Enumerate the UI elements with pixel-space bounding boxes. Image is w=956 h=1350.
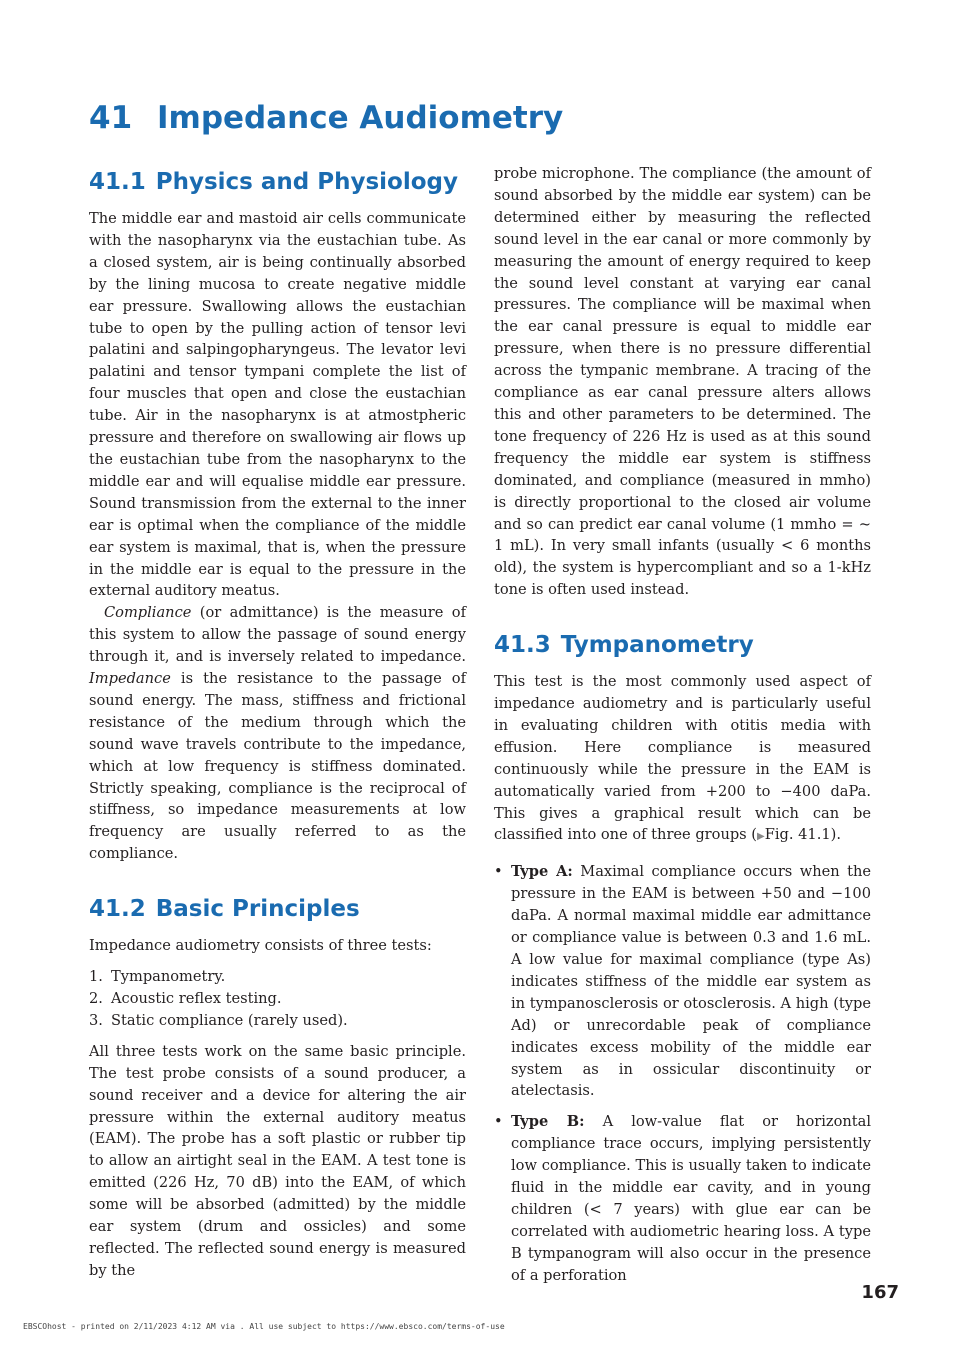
bullet-label: Type B: <box>511 1113 585 1131</box>
section-title: Basic Principles <box>155 896 360 923</box>
paragraph-principle: All three tests work on the same basic principle. The test probe consists of a sound producer, a sound receiver and a device for altering the air pressure within the external auditory meatus (EAM). The probe has a soft plastic or rubber tip to allow an airtight seal in the EAM. A test tone is emitted (226 Hz, 70 dB) into the EAM, of which some will be absorbed (admitted) by the middle ear system (drum and ossicles) and some reflected. The reflected sound energy is measured by the <box>89 1042 466 1279</box>
tympanogram-types <box>494 861 871 1286</box>
play-triangle-icon: ▶ <box>757 831 765 843</box>
bullet-label: Type A: <box>511 863 573 881</box>
paragraph-tympanometry: This test is the most commonly used aspect of impedance audiometry and is particularly useful in evaluating children with otitis media with effusion. Here compliance is measured continuously while the pressure in the EAM is automatically varied from +200 to −400 daPa. This gives a graphical result which can be classified into one of three groups (▶Fig. 41.1). <box>494 673 871 844</box>
chapter-title-text: Impedance Audiometry <box>157 100 564 136</box>
bullet-icon: • <box>494 1113 503 1131</box>
section-heading-41-2 <box>89 892 466 926</box>
chapter-title <box>89 96 563 140</box>
left-column <box>89 165 466 1282</box>
chapter-number: 41 <box>89 100 133 136</box>
section-number: 41.2 <box>89 896 146 923</box>
section-number: 41.1 <box>89 169 146 195</box>
paragraph-intro: Impedance audiometry consists of three tests: <box>89 937 432 955</box>
section-heading-41-1 <box>89 165 466 199</box>
section-heading-41-3 <box>494 628 871 662</box>
list-item: 1. Tympanometry. <box>89 968 226 986</box>
list-item-type-b: • Type B: A low-value flat or horizontal compliance trace occurs, implying persistently low compliance. This is usually taken to indicate fluid in the middle ear cavity, and in young children (< 7 years) with glue ear can be correlated with audiometric hearing loss. A type B tympanogram will also occur in the presence of a perforation <box>494 1113 871 1284</box>
figure-link[interactable]: Fig. 41.1 <box>764 826 831 844</box>
section-title: Tympanometry <box>560 632 754 659</box>
page-number: 167 <box>861 1282 899 1303</box>
section-number: 41.3 <box>494 632 551 659</box>
term-impedance: Impedance <box>89 670 171 688</box>
paragraph-compliance: Compliance (or admittance) is the measure of this system to allow the passage of sound energy through it, and is inversely related to impedance. Impedance is the resistance to the passage of sound energy. The mass, stiffness and frictional resistance of the medium through which the sound wave travels contribute to the impedance, which at low frequency is stiffness dominated. Strictly speaking, compliance is the reciprocal of stiffness, so impedance measurements at low frequency are usually referred to as the compliance. <box>89 604 466 863</box>
bullet-icon: • <box>494 863 503 881</box>
paragraph-principle-continued: probe microphone. The compliance (the amount of sound absorbed by the middle ear system) can be determined either by measuring the reflected sound level in the ear canal or more commonly by measuring the amount of energy required to keep the sound level constant at varying ear canal pressures. The compliance will be maximal when the ear canal pressure is equal to middle ear pressure, when there is no pressure differential across the tympanic membrane. A tracing of the compliance as ear canal pressure alters allows this and other parameters to be determined. The tone frequency of 226 Hz is used as at this sound frequency the middle ear system is stiffness dominated, and compliance (measured in mmho) is directly proportional to the closed air volume and so can predict ear canal volume (1 mmho = ~ 1 mL). In very small infants (usually < 6 months old), the system is hypercompliant and so a 1-kHz tone is often used instead. <box>494 165 871 599</box>
list-item: 3. Static compliance (rarely used). <box>89 1011 348 1029</box>
section-title: Physics and Physiology <box>155 169 458 195</box>
term-compliance: Compliance <box>104 604 192 622</box>
list-item-type-a: • Type A: Maximal compliance occurs when the pressure in the EAM is between +50 and −100 daPa. A normal maximal middle ear admittance or compliance value is between 0.3 and 1.6 mL. A low value for maximal compliance (type As) indicates stiffness of the middle ear system as in tympanosclerosis or otosclerosis. A high (type Ad) or unrecordable peak of compliance indicates excess mobility of the middle ear system as in ossicular discontinuity or atelectasis. <box>494 863 871 1100</box>
right-column <box>494 163 871 1287</box>
paragraph-physiology: The middle ear and mastoid air cells communicate with the nasopharynx via the eustachian tube. As a closed system, air is being continually absorbed by the lining mucosa to create negative middle ear pressure. Swallowing allows the eustachian tube to open by the pulling action of tensor levi palatini and salpingopharyngeus. The levator levi palatini and tensor tympani complete the list of four muscles that open and close the eustachian tube. Air in the nasopharynx is at atmostpheric pressure and therefore on swallowing air flows up the eustachian tube from the nasopharynx to the middle ear and will equalise middle ear pressure. Sound transmission from the external to the inner ear is optimal when the compliance of the middle ear system is maximal, that is, when the pressure in the middle ear is equal to the pressure in the external auditory meatus. <box>89 210 466 600</box>
test-list <box>89 966 466 1032</box>
footer-note: EBSCOhost - printed on 2/11/2023 4:12 AM via . All use subject to https://www.ebsco.com/terms-of-use <box>23 1322 505 1331</box>
list-item: 2. Acoustic reflex testing. <box>89 990 282 1007</box>
